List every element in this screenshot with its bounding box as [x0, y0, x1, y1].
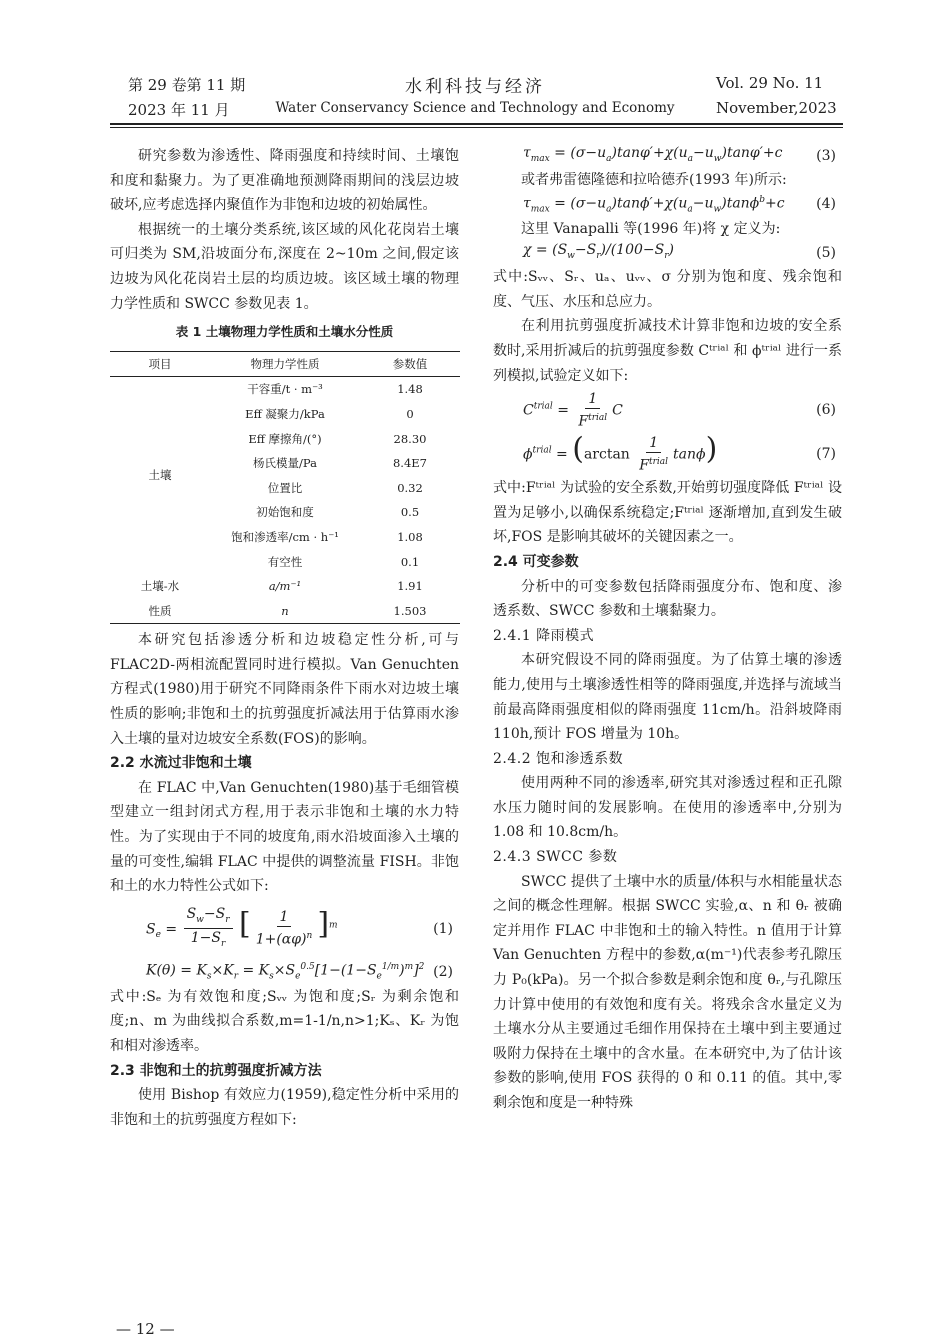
soil-properties-table [110, 351, 460, 625]
paragraph: 分析中的可变参数包括降雨强度分布、饱和度、渗透系数、SWCC 参数和土壤黏聚力。 [493, 578, 842, 620]
paragraph: 使用两种不同的渗透率,研究其对渗透过程和正孔隙水压力随时间的发展影响。在使用的渗透率中,分别为 1.08 和 10.8cm/h。 [493, 775, 842, 841]
table-cell: 饱和渗透率/cm · h⁻¹ [231, 529, 339, 544]
header-rule-thin [110, 127, 843, 128]
table-cell: n [210, 599, 360, 624]
table-cell: 0.1 [400, 554, 420, 569]
paragraph: 式中:Fᵗʳⁱᵃˡ 为试验的安全系数,开始剪切强度降低 Fᵗʳⁱᵃˡ 设置为足够小,以确保系统稳定;Fᵗʳⁱᵃˡ 逐渐增加,直到发生破坏,FOS 是影响其破坏的关键因素之一。 [493, 480, 842, 546]
equation-number: (7) [816, 445, 836, 462]
table-cell: 1.503 [360, 599, 460, 624]
equation-1: $S_e$ = $\frac{S_w-S_r}{1-S_r}$ [ $\frac{1}{1+(\alpha\varphi)^n}$ ]$^m$ (1) [110, 899, 459, 959]
equation-2: $K(\theta) = K_s\times K_r = K_s\times S_e^{0.5}[1-(1-S_e^{1/m})^m]^2$ (2) [110, 959, 459, 985]
table-cell: a/m⁻¹ [268, 579, 302, 594]
table-cell: 杨氏模量/Pa [253, 456, 317, 471]
table-cell: 0.32 [397, 480, 423, 495]
section-heading: 2.3 非饱和土的抗剪强度折减方法 [110, 1062, 322, 1079]
table-caption: 表 1 土壤物理力学性质和土壤水分性质 [175, 324, 394, 340]
equation-number: (4) [816, 196, 836, 213]
table-cell: 有空性 [267, 554, 303, 569]
table-cell: 初始饱和度 [256, 505, 314, 520]
equation-number: (3) [816, 147, 836, 164]
paragraph: 在 FLAC 中,Van Genuchten(1980)基于毛细管模型建立一组封闭式方程,用于表示非饱和土壤的水力特性。为了实现由于不同的坡度角,雨水沿坡面渗入土壤的量的可变性,编辑 FLAC 中提供的调整流量 FISH。非饱和土的水力特性公式如下: [110, 779, 459, 895]
page-number: — 12 — [116, 1320, 175, 1338]
table-header-row [110, 351, 460, 377]
header-rule [110, 123, 843, 125]
equation-4: $\tau_{max} = (\sigma-u_a)\tan\phi'+\chi(u_a-u_w)\tan\phi^b+c$ (4) [493, 193, 842, 217]
paragraph: 在利用抗剪强度折减技术计算非饱和边坡的安全系数时,采用折减后的抗剪强度参数 Cᵗʳⁱᵃˡ 和 ϕᵗʳⁱᵃˡ 进行一系列模拟,试验定义如下: [493, 318, 842, 384]
paragraph: 或者弗雷德隆德和拉哈德乔(1993 年)所示: [521, 172, 787, 188]
equation-number: (6) [816, 401, 836, 418]
table-group-label: 土壤 [148, 468, 172, 483]
table-cell: 1.48 [397, 382, 423, 397]
right-column [493, 144, 842, 1116]
paragraph: 使用 Bishop 有效应力(1959),稳定性分析中采用的非饱和土的抗剪强度方程如下: [110, 1087, 459, 1128]
paragraph: SWCC 提供了土壤中水的质量/体积与水相能量状态之间的概念性理解。根据 SWCC 实验,α、n 和 θᵣ 被确定并用作 FLAC 中非饱和土的输入特性。n 值用于计算 Van Genuchten 方程中的参数,α(m⁻¹)代表参考孔隙压力 P₀(kPa)。另一个拟合参数是剩余饱和度 θᵣ,与孔隙压力计算中使用的有效饱和度有关。将残余含水量定义为土壤水分从主要通过毛细作用保持在土壤中到主要通过吸附力保持在土壤中的含水量。在本研究中,为了估计该参数的影响,使用 FOS 获得的 0 和 0.11 的值。其中,零剩余饱和度是一种特殊 [493, 873, 842, 1111]
equation-3: $\tau_{max} = (\sigma-u_a)\tan\varphi'+\chi(u_a-u_w)\tan\varphi'+c$ (3) [493, 144, 842, 168]
paragraph: 本研究假设不同的降雨强度。为了估算土壤的渗透能力,使用与土壤渗透性相等的降雨强度,并选择与流域当前最高降雨强度相似的降雨强度 11cm/h。沿斜坡降雨 110h,预计 FOS 增量为 10h。 [493, 652, 842, 743]
equation-7: $\phi^{trial} = (\arctan$ $\frac{1}{F^{trial}}$ tanϕ) (7) [493, 432, 842, 476]
equation-number: (2) [433, 963, 453, 980]
subsection-heading: 2.4.2 饱和渗透系数 [493, 750, 624, 767]
equation-number: (5) [816, 244, 836, 261]
journal-volume-cn: 第 29 卷第 11 期 [128, 76, 246, 94]
table-cell: 0.5 [400, 505, 420, 520]
table-header: 物理力学性质 [210, 351, 360, 377]
journal-date-cn: 2023 年 11 月 [128, 101, 230, 119]
paragraph: 研究参数为渗透性、降雨强度和持续时间、土壤饱和度和黏聚力。为了更准确地预测降雨期间的浅层边坡破坏,应考虑选择内聚值作为非饱和边坡的初始属性。 [110, 148, 459, 214]
paragraph: 式中:Sₑ 为有效饱和度;Sᵥᵥ 为饱和度;Sᵣ 为剩余饱和度;n、m 为曲线拟合系数,m=1-1/n,n>1;Kₛ、Kᵣ 为饱和相对渗透率。 [110, 988, 459, 1054]
table-header: 参数值 [360, 351, 460, 377]
equation-5: $\chi = (S_w-S_r)/(100-S_r)$ (5) [493, 241, 842, 265]
paragraph: 式中:Sᵥᵥ、Sᵣ、uₐ、uᵥᵥ、σ 分别为饱和度、残余饱和度、气压、水压和总应力。 [493, 269, 842, 310]
table-cell: 28.30 [393, 431, 427, 446]
equation-6: $C^{trial}$ = $\frac{1}{F^{trial}}$ C (6) [493, 388, 842, 432]
table-1 [110, 320, 459, 624]
table-cell: Eff 凝聚力/kPa [245, 406, 325, 421]
left-column [110, 144, 459, 1132]
table-cell: Eff 摩擦角/(°) [248, 431, 322, 446]
table-header: 项目 [110, 351, 210, 377]
table-cell: 8.4E7 [392, 456, 427, 471]
table-cell: 干容重/t · m⁻³ [247, 382, 323, 397]
journal-volume-en: Vol. 29 No. 11 [716, 74, 824, 92]
table-row [110, 599, 460, 624]
table-cell: 1.91 [397, 579, 423, 594]
table-group-label: 土壤-水 [140, 579, 180, 594]
table-cell: 位置比 [267, 480, 303, 495]
table-cell: 1.08 [397, 529, 423, 544]
equation-number: (1) [433, 920, 453, 937]
table-row [110, 377, 460, 402]
table-row [110, 574, 460, 599]
journal-title-cn: 水利科技与经济 [405, 77, 545, 97]
paragraph: 这里 Vanapalli 等(1996 年)将 χ 定义为: [521, 220, 781, 237]
subsection-heading: 2.4.3 SWCC 参数 [493, 849, 618, 866]
journal-title-en: Water Conservancy Science and Technology and Economy [275, 100, 675, 116]
table-cell: 0 [406, 406, 414, 421]
journal-date-en: November,2023 [716, 99, 837, 117]
section-heading: 2.2 水流过非饱和土壤 [110, 755, 252, 772]
paragraph: 根据统一的土壤分类系统,该区域的风化花岗岩土壤可归类为 SM,沿坡面分布,深度在 2~10m 之间,假定该边坡为风化花岗岩土层的均质边坡。该区域土壤的物理力学性质和 SWCC 参数见表 1。 [110, 221, 459, 312]
section-heading: 2.4 可变参数 [493, 553, 579, 570]
table-group-label: 性质 [110, 599, 210, 624]
paragraph: 本研究包括渗透分析和边坡稳定性分析,可与 FLAC2D-两相流配置同时进行模拟。Van Genuchten 方程式(1980)用于研究不同降雨条件下雨水对边坡土壤性质的影响;非饱和土的抗剪强度折减法用于估算雨水渗入土壤的量对边坡安全系数(FOS)的影响。 [110, 632, 459, 747]
subsection-heading: 2.4.1 降雨模式 [493, 627, 595, 644]
